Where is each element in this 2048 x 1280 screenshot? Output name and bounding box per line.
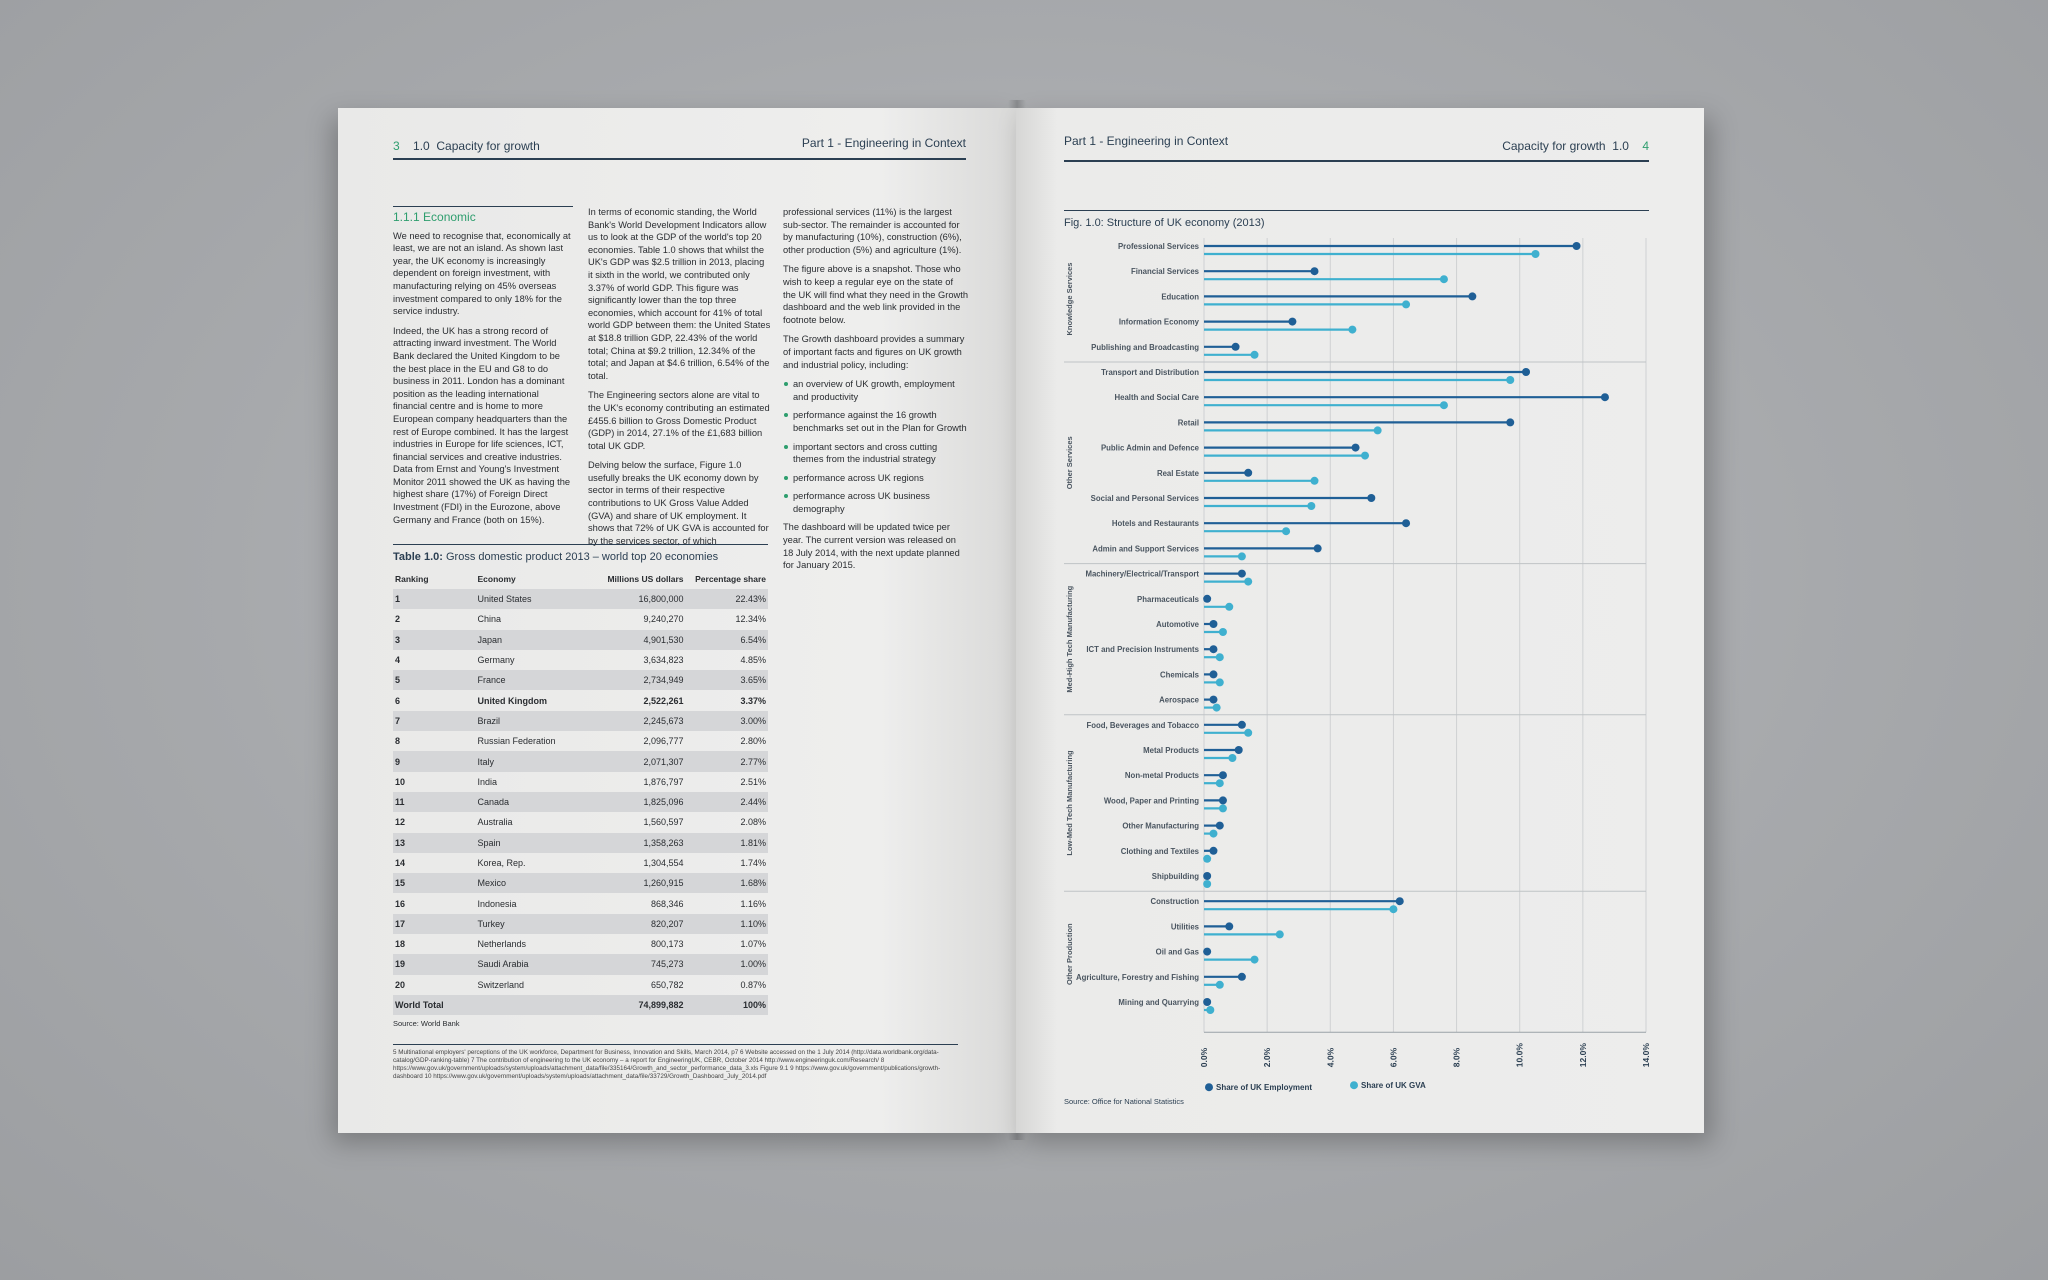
table-caption-text: Gross domestic product 2013 – world top 20 economies (446, 551, 719, 563)
gva-point (1282, 527, 1290, 535)
employment-point (1402, 519, 1410, 527)
bullet-item: performance across UK business demography (783, 490, 968, 515)
gva-point (1216, 779, 1224, 787)
table-cell: Turkey (476, 914, 589, 934)
group-label: Knowledge Services (1065, 262, 1074, 336)
uk-economy-structure-chart (1016, 108, 1704, 1108)
legend-employment-marker (1205, 1083, 1213, 1091)
table-cell: 2.80% (740, 736, 766, 747)
table-cell: 19 (393, 954, 476, 974)
table-cell: India (477, 776, 498, 787)
gva-point (1374, 426, 1382, 434)
employment-point (1573, 242, 1581, 250)
table-row (393, 589, 768, 609)
table-cell: 868,346 (650, 898, 684, 909)
legend-gva-label: Share of UK GVA (1361, 1081, 1426, 1091)
table-cell: Australia (477, 817, 513, 828)
employment-point (1216, 822, 1224, 830)
table-cell: 12 (395, 817, 406, 828)
gva-point (1348, 326, 1356, 334)
table-cell: 22.43% (686, 589, 769, 609)
employment-point (1522, 368, 1530, 376)
category-label: Construction (1150, 897, 1199, 907)
category-label: Aerospace (1159, 695, 1199, 705)
left-page-number: 3 (393, 139, 400, 153)
employment-point (1219, 771, 1227, 779)
category-label: Information Economy (1118, 317, 1199, 327)
category-label: Agriculture, Forestry and Fishing (1075, 972, 1199, 982)
table-cell: China (477, 614, 502, 625)
table-cell: World Total (393, 995, 476, 1015)
employment-point (1203, 595, 1211, 603)
x-tick-label: 12.0% (1577, 1043, 1588, 1068)
table-row (393, 873, 768, 893)
table-cell: Netherlands (477, 939, 527, 950)
employment-point (1209, 645, 1217, 653)
table-caption (393, 544, 768, 563)
category-label: Machinery/Electrical/Transport (1085, 569, 1199, 579)
table-cell: 5 (393, 670, 476, 690)
table-cell: 13 (393, 833, 476, 853)
right-section-title: Capacity for growth (1502, 139, 1606, 153)
category-label: Real Estate (1156, 468, 1199, 478)
gva-point (1203, 880, 1211, 888)
left-header-rule (393, 158, 966, 160)
employment-point (1314, 544, 1322, 552)
category-label: Non-metal Products (1124, 771, 1199, 781)
category-label: Wood, Paper and Printing (1103, 796, 1199, 806)
table-cell: 1,304,554 (643, 858, 684, 868)
table-row (393, 975, 768, 995)
employment-point (1367, 494, 1375, 502)
table-cell: 4 (395, 655, 401, 666)
gva-point (1228, 754, 1236, 762)
paragraph: Delving below the surface, Figure 1.0 usefully breaks the UK economy down by sector in terms of their respective contributions to UK Gross Value Added (GVA) and share of UK employment. It shows that 72% of UK GVA is accounted for by the services sector, of which (588, 460, 769, 546)
table-cell: 6 (395, 695, 401, 706)
category-label: Financial Services (1130, 267, 1199, 277)
x-tick-label: 0.0% (1199, 1047, 1209, 1068)
table-cell: 1.68% (686, 873, 769, 893)
table-cell (476, 995, 589, 1015)
category-label: Chemicals (1159, 670, 1199, 680)
gva-point (1209, 830, 1217, 838)
table-cell: 2.08% (740, 817, 766, 828)
table-header-row (393, 569, 768, 589)
footnotes: 5 Multinational employers' perceptions of the UK workforce, Department for Business, Innovation and Skills, March 2014, p7 6 Website accessed on the 1 July 2014 (http://data.worldbank.org/data-catalog/GDP-ranking-table) 7 The contribution of engineering to the UK economy – a report for EngineeringUK, CEBR, October 2014 http://www.engineeringuk.com/Research/ 8 https://www.gov.uk/government/uploads/system/uploads/attachment_data/file/335164/Growth_and_sector_performance_data_3.xls Figure 9.1 9 https://www.gov.uk/government/publications/growth-dashboard 10 https://www.gov.uk/government/uploads/system/uploads/attachment_data/file/33729/Growth_Dashboard_July_2014.pdf (393, 1044, 958, 1081)
gva-point (1244, 729, 1252, 737)
table-row (393, 914, 768, 934)
table-row (393, 751, 768, 771)
left-section-number: 1.0 (413, 139, 430, 153)
chart-title: Fig. 1.0: Structure of UK economy (2013) (1064, 217, 1265, 229)
legend-employment-label: Share of UK Employment (1216, 1083, 1313, 1093)
table-cell: 2.44% (686, 792, 769, 812)
group-label: Low-Med Tech Manufacturing (1065, 750, 1074, 856)
table-cell: 16 (395, 898, 406, 909)
table-cell: 2,071,307 (588, 751, 686, 771)
bullet-item: performance against the 16 growth benchmarks set out in the Plan for Growth (783, 409, 968, 434)
employment-point (1232, 343, 1240, 351)
table-cell: 1.10% (686, 914, 769, 934)
employment-point (1352, 444, 1360, 452)
employment-point (1219, 796, 1227, 804)
table-cell: 18 (395, 939, 406, 950)
table-source: Source: World Bank (393, 1019, 460, 1029)
table-cell: United Kingdom (477, 695, 547, 706)
gva-point (1307, 502, 1315, 510)
group-label: Med-High Tech Manufacturing (1065, 585, 1074, 693)
paragraph: professional services (11%) is the largest sub-sector. The remainder is accounted for by manufacturing (10%), construction (6%), other production (5%) and agriculture (1%). (783, 207, 962, 255)
table-cell: 1,560,597 (643, 817, 684, 828)
table-cell: 820,207 (588, 914, 686, 934)
gva-point (1251, 351, 1259, 359)
table-cell: Italy (476, 751, 589, 771)
column-header: Economy (477, 574, 516, 584)
paragraph: We need to recognise that, economically at least, we are not an island. As shown last year, the UK economy is increasingly dependent on foreign investment, with manufacturing relying on 45% overseas investment compared to only 18% for the service industry. (393, 230, 571, 317)
column-header: Ranking (395, 574, 429, 584)
table-cell: 1.16% (740, 898, 766, 909)
table-cell: 3,634,823 (643, 655, 684, 666)
table-row (393, 853, 768, 873)
left-section-title: Capacity for growth (436, 139, 540, 153)
table-cell: 1.74% (740, 858, 766, 868)
employment-point (1238, 973, 1246, 981)
table-row (393, 893, 768, 913)
table-row (393, 934, 768, 954)
table-cell: Saudi Arabia (476, 954, 589, 974)
paragraph: The dashboard will be updated twice per year. The current version was released on 18 July 2014, with the next update planned for January 2015. (783, 522, 960, 571)
category-label: Health and Social Care (1114, 393, 1199, 403)
gva-point (1440, 401, 1448, 409)
employment-point (1468, 292, 1476, 300)
employment-point (1506, 418, 1514, 426)
table-cell: Indonesia (477, 898, 517, 909)
x-tick-label: 4.0% (1325, 1047, 1336, 1068)
table-caption-label: Table 1.0: (393, 551, 443, 563)
employment-point (1225, 922, 1233, 930)
table-cell: United States (476, 589, 589, 609)
paragraph: The figure above is a snapshot. Those who wish to keep a regular eye on the state of the UK will find what they need in the Growth dashboard and the web link provided in the footnote below. (783, 264, 969, 325)
table-row (393, 630, 768, 650)
table-cell: 6.54% (686, 630, 769, 650)
right-page (1016, 108, 1704, 1133)
table-row (393, 690, 768, 710)
left-column-2 (588, 206, 771, 554)
table-cell: 2,522,261 (643, 695, 684, 706)
employment-point (1209, 670, 1217, 678)
table-row (393, 833, 768, 853)
category-label: Food, Beverages and Tobacco (1086, 720, 1199, 730)
gva-point (1216, 678, 1224, 686)
gva-point (1361, 452, 1369, 460)
category-label: Metal Products (1143, 746, 1199, 755)
category-label: Public Admin and Defence (1100, 443, 1199, 453)
x-tick-label: 2.0% (1262, 1047, 1273, 1068)
table-row (393, 670, 768, 690)
section-heading: 1.1.1 Economic (393, 206, 573, 224)
x-tick-label: 14.0% (1641, 1043, 1651, 1068)
left-column-3 (783, 206, 968, 579)
gva-point (1389, 905, 1397, 913)
employment-point (1601, 393, 1609, 401)
table-cell: 14 (395, 858, 406, 868)
table-cell: 4,901,530 (588, 630, 686, 650)
gva-point (1251, 956, 1259, 964)
table-cell: 3.00% (686, 711, 769, 731)
paragraph: In terms of economic standing, the World Bank's World Development Indicators allow us to look at the GDP of the world's top 20 economies. Table 1.0 shows that whilst the UK's GDP was $2.5 trillion in 2013, placing it sixth in the world, we contributed only 3.37% of world GDP. This figure was significantly lower than the top three economies, which account for 41% of total world GDP between them: the United States at $18.8 trillion GDP, 22.43% of the world total; China at $9.2 trillion, 12.34% of the total; and Japan at $4.6 trillion, 6.54% of the total. (588, 207, 771, 381)
table-cell: 650,782 (650, 979, 684, 990)
table-cell: Germany (477, 655, 515, 666)
category-label: Transport and Distribution (1101, 368, 1199, 377)
table-cell: 8 (395, 736, 401, 747)
table-row (393, 609, 768, 629)
gva-point (1440, 275, 1448, 283)
table-cell: 1.81% (686, 833, 769, 853)
gva-point (1311, 477, 1319, 485)
employment-point (1209, 620, 1217, 628)
gva-point (1216, 653, 1224, 661)
employment-point (1235, 746, 1243, 754)
left-header-section (393, 139, 540, 153)
table-cell: 1,825,096 (588, 792, 686, 812)
paragraph: The Growth dashboard provides a summary of important facts and figures on UK growth and industrial policy, including: (783, 334, 965, 370)
table-cell: 74,899,882 (588, 995, 686, 1015)
category-label: Mining and Quarrying (1118, 998, 1199, 1007)
category-label: Publishing and Broadcasting (1091, 342, 1199, 352)
table-cell: 17 (393, 914, 476, 934)
gva-point (1213, 704, 1221, 712)
table-cell: 1.07% (740, 939, 766, 950)
paragraph: Indeed, the UK has a strong record of attracting inward investment. The World Bank declared the United Kingdom to be the best place in the EU and G8 to do business in 2011. London has a dominant position as the leading international financial centre and is home to more European company headquarters than the rest of Europe combined. It has the largest industries in Europe for life sciences, ICT, financial services and creative industries. Data from Ernst and Young's Investment Monitor 2011 showed the UK as having the highest share (17%) of Foreign Direct Investment (FDI) in the Eurozone, above Germany and France (both on 15%). (393, 325, 571, 525)
gva-point (1206, 1006, 1214, 1014)
right-part-title: Part 1 - Engineering in Context (1064, 134, 1229, 148)
employment-point (1238, 570, 1246, 578)
gva-point (1532, 250, 1540, 258)
employment-point (1209, 696, 1217, 704)
table-cell: 9 (393, 751, 476, 771)
table-row (393, 772, 768, 792)
table-cell: 1,260,915 (588, 873, 686, 893)
legend-gva-marker (1350, 1081, 1358, 1089)
gva-point (1203, 855, 1211, 863)
category-label: Oil and Gas (1155, 947, 1199, 957)
table-row (393, 812, 768, 832)
table-cell: Canada (476, 792, 589, 812)
table-cell: 7 (393, 711, 476, 731)
category-label: Utilities (1170, 922, 1199, 932)
left-column-1 (393, 206, 573, 533)
bullet-list (783, 378, 968, 515)
table-cell: 2,096,777 (643, 736, 684, 747)
table-cell: 1,358,263 (588, 833, 686, 853)
gva-point (1216, 981, 1224, 989)
employment-point (1396, 897, 1404, 905)
gva-point (1219, 804, 1227, 812)
left-page (338, 108, 1016, 1133)
table-cell: 3.65% (686, 670, 769, 690)
table-row (393, 954, 768, 974)
x-tick-label: 10.0% (1514, 1043, 1525, 1068)
table-cell: 1.00% (686, 954, 769, 974)
employment-point (1203, 998, 1211, 1006)
table-cell: Korea, Rep. (477, 858, 526, 868)
table-cell: 2.77% (686, 751, 769, 771)
bullet-item: important sectors and cross cutting themes from the industrial strategy (783, 441, 968, 466)
gva-point (1402, 300, 1410, 308)
employment-point (1209, 847, 1217, 855)
category-label: Automotive (1156, 620, 1199, 629)
employment-point (1238, 721, 1246, 729)
gva-point (1238, 552, 1246, 560)
table-cell: 3 (393, 630, 476, 650)
category-label: Other Manufacturing (1122, 821, 1199, 831)
category-label: Shipbuilding (1151, 872, 1199, 881)
employment-point (1203, 948, 1211, 956)
table-cell: 3.37% (740, 695, 766, 706)
table-cell: Switzerland (477, 979, 525, 990)
table-cell: 2 (395, 614, 401, 625)
gdp-table (393, 569, 768, 1015)
chart-source: Source: Office for National Statistics (1064, 1097, 1184, 1107)
employment-point (1311, 267, 1319, 275)
table-total-row (393, 995, 768, 1015)
bullet-item: performance across UK regions (783, 472, 968, 485)
table-cell: 1,876,797 (643, 776, 684, 787)
employment-point (1203, 872, 1211, 880)
category-label: Professional Services (1117, 242, 1199, 251)
category-label: ICT and Precision Instruments (1086, 645, 1199, 655)
table-cell: France (476, 670, 589, 690)
table-cell: 800,173 (650, 939, 684, 950)
table-cell: 2,734,949 (588, 670, 686, 690)
table-cell: 1 (393, 589, 476, 609)
gva-point (1276, 930, 1284, 938)
gva-point (1506, 376, 1514, 384)
table-cell: 2.51% (740, 776, 766, 787)
group-label: Other Services (1065, 436, 1074, 490)
table-cell: 12.34% (735, 614, 766, 625)
table-cell: Spain (476, 833, 589, 853)
gva-point (1219, 628, 1227, 636)
column-header: Percentage share (695, 574, 766, 584)
right-section-number: 1.0 (1612, 139, 1629, 153)
x-tick-label: 6.0% (1388, 1047, 1399, 1068)
category-label: Social and Personal Services (1090, 494, 1199, 503)
paragraph: The Engineering sectors alone are vital to the UK's economy contributing an estimated £455.6 billion to Gross Domestic Product (GDP) in 2014, 27.1% of the £1,683 billion total UK GDP. (588, 390, 770, 451)
table-cell: 20 (395, 979, 406, 990)
table-cell: Mexico (476, 873, 589, 893)
right-page-number: 4 (1642, 139, 1649, 153)
employment-point (1288, 318, 1296, 326)
table-cell: 2,245,673 (588, 711, 686, 731)
table-cell: 0.87% (740, 979, 766, 990)
table-cell: Brazil (476, 711, 589, 731)
left-part-title: Part 1 - Engineering in Context (801, 136, 966, 150)
table-row (393, 711, 768, 731)
category-label: Admin and Support Services (1092, 544, 1199, 554)
table-cell: 11 (393, 792, 476, 812)
table-cell: 16,800,000 (588, 589, 686, 609)
table-cell: 4.85% (740, 655, 766, 666)
table-row (393, 731, 768, 751)
table-cell: 10 (395, 776, 406, 787)
table-cell: 745,273 (588, 954, 686, 974)
gva-point (1244, 578, 1252, 586)
category-label: Pharmaceuticals (1137, 594, 1199, 604)
table-cell: Japan (476, 630, 589, 650)
column-header: Millions US dollars (607, 574, 684, 584)
table-cell: 9,240,270 (643, 614, 684, 625)
gva-point (1225, 603, 1233, 611)
bullet-item: an overview of UK growth, employment and productivity (783, 378, 968, 403)
x-tick-label: 8.0% (1451, 1047, 1462, 1068)
table-row (393, 650, 768, 670)
category-label: Hotels and Restaurants (1111, 519, 1199, 529)
category-label: Clothing and Textiles (1120, 846, 1199, 856)
gdp-table-block (393, 544, 768, 1028)
employment-point (1244, 469, 1252, 477)
category-label: Education (1161, 292, 1199, 302)
table-cell: 15 (393, 873, 476, 893)
table-cell: Russian Federation (477, 736, 556, 747)
table-row (393, 792, 768, 812)
table-cell: 100% (686, 995, 769, 1015)
category-label: Retail (1177, 418, 1199, 428)
group-label: Other Production (1065, 923, 1074, 986)
